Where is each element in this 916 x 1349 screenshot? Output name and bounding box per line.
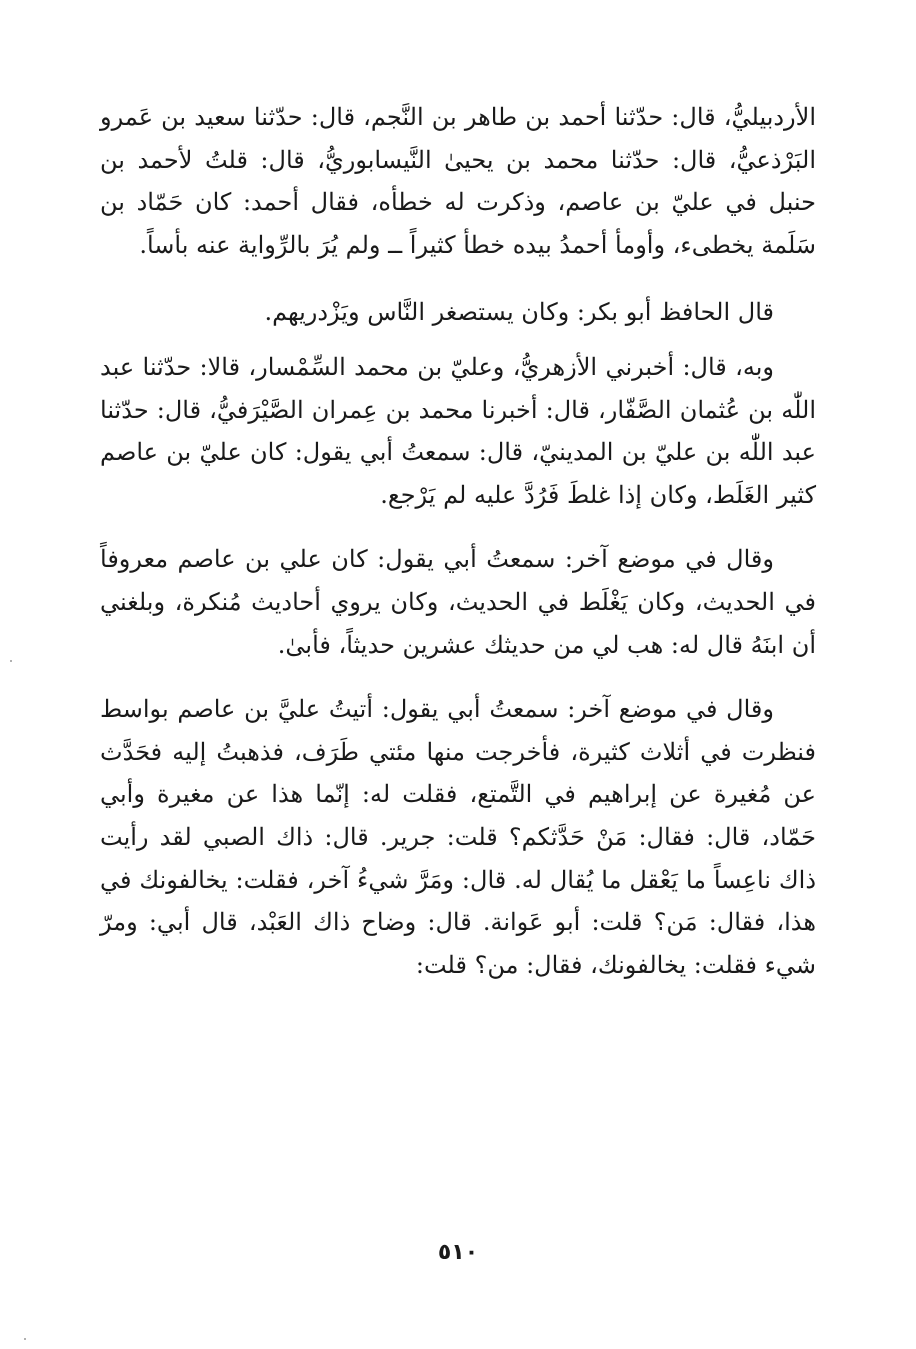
paragraph-4: وقال في موضع آخر: سمعتُ أبي يقول: كان علي بن عاصم معروفاً في الحديث، وكان يَغْلَط في الحديث، وكان يروي أحاديث مُنكرة، وبلغني أن ابنَهُ قال له: هب لي من حديثك عشرين حديثاً، فأبىٰ. [100,545,816,659]
paragraph-3: وبه، قال: أخبرني الأزهريُّ، وعليّ بن محمد السِّمْسار، قالا: حدّثنا عبد اللّٰه بن عُثمان الصَّفّار، قال: أخبرنا محمد بن عِمران الصَّيْرَفيُّ، قال: حدّثنا عبد اللّٰه بن عليّ بن المدينيّ، قال: سمعتُ أبي يقول: كان عليّ بن عاصم كثير الغَلَط، وكان إذا غلطَ فَرُدَّ عليه لم يَرْجع. [100,352,816,509]
paragraph-1: الأردبيليُّ، قال: حدّثنا أحمد بن طاهر بن النَّجم، قال: حدّثنا سعيد بن عَمرو البَرْذعيُّ، قال: حدّثنا محمد بن يحيىٰ النَّيسابوريُّ، قال: قلتُ لأحمد بن حنبل في عليّ بن عاصم، وذكرت له خطأه، فقال أحمد: كان حَمّاد بن سَلَمة يخطىء، وأومأ أحمدُ بيده خطأ كثيراً ــ ولم يُرَ بالرِّواية عنه بأساً. [100,103,816,259]
page-body [100,96,816,986]
paragraph-5: وقال في موضع آخر: سمعتُ أبي يقول: أتيتُ عليَّ بن عاصم بواسط فنظرت في أثلاث كثيرة، فأخرجت منها مئتي طَرَف، فذهبتُ إليه فحَدَّث عن مُغيرة عن إبراهيم في التَّمتع، فقلت له: إنّما هذا عن مغيرة وأبي حَمّاد، قال: فقال: مَنْ حَدَّثكم؟ قلت: جرير. قال: ذاك الصبي لقد رأيت ذاك ناعِساً ما يَعْقل ما يُقال له. قال: ومَرَّ شيءُ آخر، فقلت: يخالفونك في هذا، فقال: مَن؟ قلت: أبو عَوانة. قال: وضاح ذاك العَبْد، قال أبي: ومرّ شيء فقلت: يخالفونك، فقال: من؟ قلت: [100,695,816,979]
page-number: ٥١٠ [437,1240,479,1265]
paragraph-2: قال الحافظ أبو بكر: وكان يستصغر النَّاس ويَزْدريهم. [264,298,774,327]
margin-speck [24,1338,26,1340]
margin-speck [10,660,12,662]
